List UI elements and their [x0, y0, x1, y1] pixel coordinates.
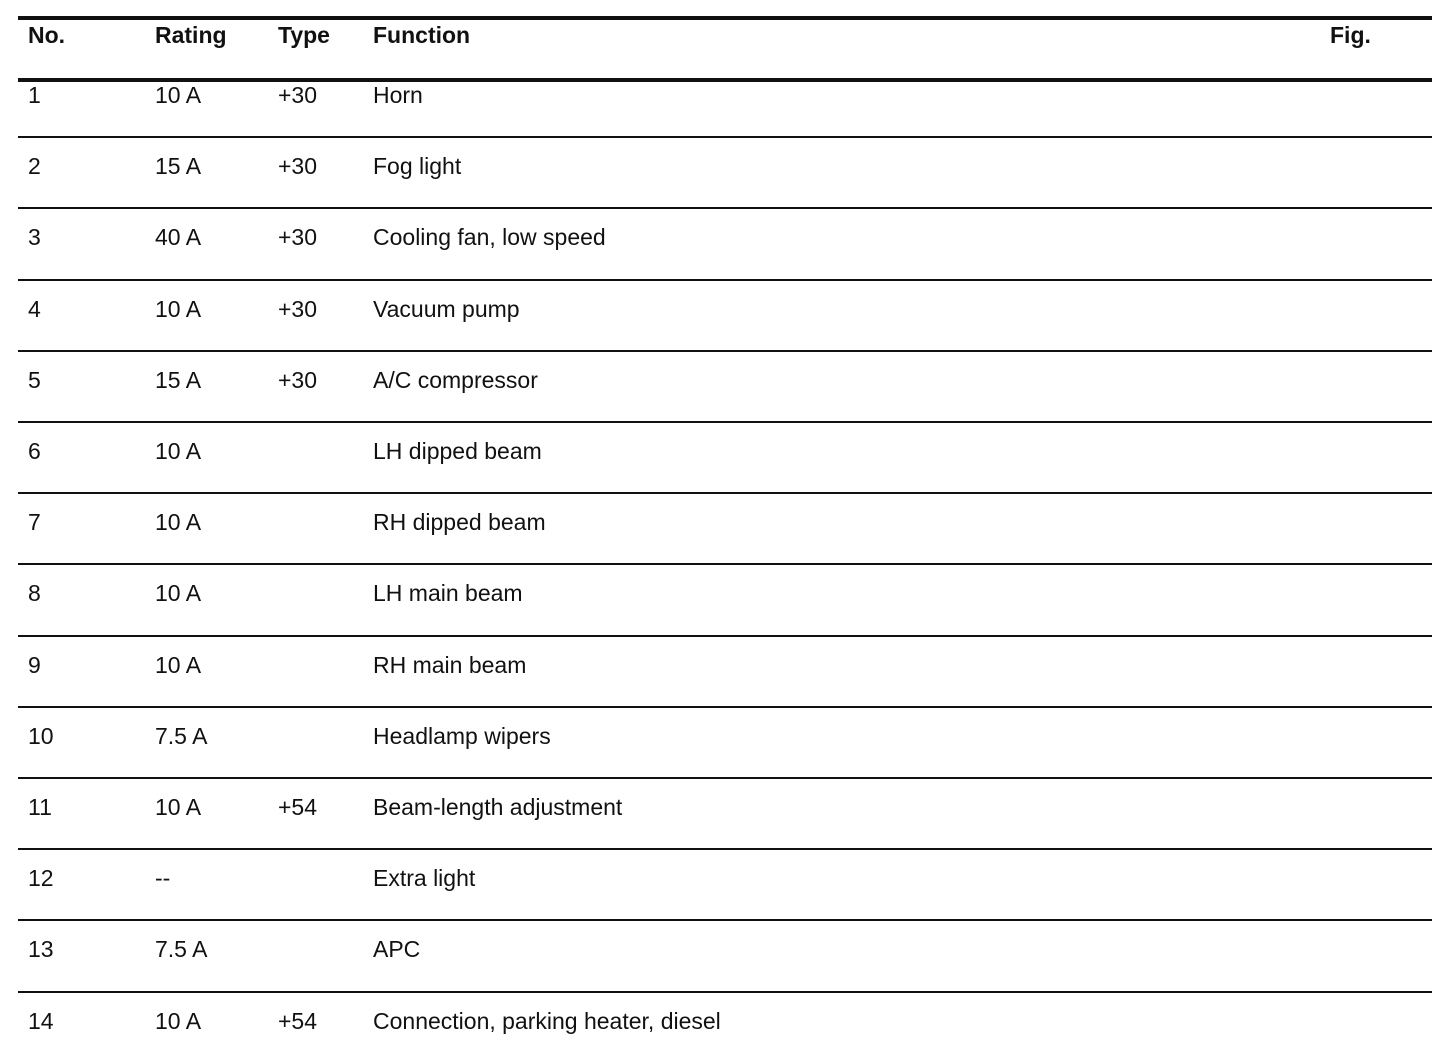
cell-no: 3: [28, 224, 41, 250]
cell-rating: 10 A: [155, 652, 202, 678]
cell-no: 8: [28, 580, 41, 606]
cell-type: +30: [278, 224, 318, 250]
cell-function: LH dipped beam: [373, 438, 542, 464]
cell-rating: 10 A: [155, 82, 202, 108]
cell-function: Vacuum pump: [373, 296, 520, 322]
row-separator: [18, 350, 1432, 352]
row-separator: [18, 207, 1432, 209]
table-header-rule: [18, 78, 1432, 82]
cell-rating: 7.5 A: [155, 723, 208, 749]
cell-no: 1: [28, 82, 41, 108]
header-no: No.: [28, 22, 66, 48]
cell-no: 4: [28, 296, 41, 322]
cell-no: 14: [28, 1008, 54, 1034]
cell-no: 9: [28, 652, 41, 678]
cell-type: +30: [278, 296, 318, 322]
cell-rating: 15 A: [155, 153, 202, 179]
cell-no: 13: [28, 936, 54, 962]
table-top-rule: [18, 16, 1432, 20]
row-separator: [18, 563, 1432, 565]
cell-no: 12: [28, 865, 54, 891]
cell-function: Connection, parking heater, diesel: [373, 1008, 721, 1034]
cell-rating: 40 A: [155, 224, 202, 250]
row-separator: [18, 279, 1432, 281]
cell-function: Extra light: [373, 865, 476, 891]
cell-function: A/C compressor: [373, 367, 538, 393]
row-separator: [18, 848, 1432, 850]
row-separator: [18, 492, 1432, 494]
cell-type: +30: [278, 367, 318, 393]
cell-no: 5: [28, 367, 41, 393]
cell-function: RH main beam: [373, 652, 527, 678]
cell-function: APC: [373, 936, 421, 962]
cell-function: Cooling fan, low speed: [373, 224, 606, 250]
cell-rating: 10 A: [155, 438, 202, 464]
cell-function: Beam-length adjustment: [373, 794, 623, 820]
header-fig: Fig.: [1330, 22, 1371, 48]
cell-function: Headlamp wipers: [373, 723, 551, 749]
cell-type: +30: [278, 153, 318, 179]
row-separator: [18, 919, 1432, 921]
cell-function: RH dipped beam: [373, 509, 546, 535]
row-separator: [18, 991, 1432, 993]
cell-type: +54: [278, 794, 318, 820]
row-separator: [18, 136, 1432, 138]
cell-rating: 15 A: [155, 367, 202, 393]
cell-type: +54: [278, 1008, 318, 1034]
cell-rating: 10 A: [155, 1008, 202, 1034]
cell-rating: 10 A: [155, 580, 202, 606]
row-separator: [18, 706, 1432, 708]
row-separator: [18, 421, 1432, 423]
header-function: Function: [373, 22, 471, 48]
cell-function: Horn: [373, 82, 423, 108]
row-separator: [18, 635, 1432, 637]
cell-function: LH main beam: [373, 580, 523, 606]
cell-no: 6: [28, 438, 41, 464]
header-type: Type: [278, 22, 330, 48]
cell-no: 7: [28, 509, 41, 535]
cell-no: 2: [28, 153, 41, 179]
cell-function: Fog light: [373, 153, 462, 179]
cell-rating: --: [155, 865, 171, 891]
cell-rating: 7.5 A: [155, 936, 208, 962]
row-separator: [18, 777, 1432, 779]
cell-no: 11: [28, 794, 52, 820]
header-rating: Rating: [155, 22, 227, 48]
cell-rating: 10 A: [155, 794, 202, 820]
cell-rating: 10 A: [155, 509, 202, 535]
cell-rating: 10 A: [155, 296, 202, 322]
cell-type: +30: [278, 82, 318, 108]
cell-no: 10: [28, 723, 54, 749]
